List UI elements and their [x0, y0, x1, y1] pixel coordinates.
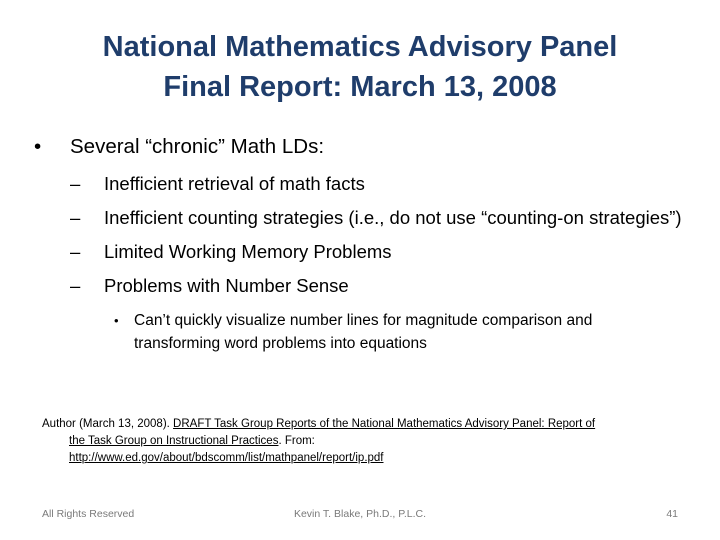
sub-bullet-text: Limited Working Memory Problems	[104, 241, 392, 262]
page-number: 41	[666, 508, 678, 520]
main-bullet-text: Several “chronic” Math LDs:	[70, 135, 325, 158]
sub-bullet	[30, 238, 690, 265]
reference-title-part-1: DRAFT Task Group Reports of the National Mathematics Advisory Panel: Report of	[173, 418, 596, 430]
footer-rights: All Rights Reserved	[42, 508, 135, 520]
sub-bullet-text: Inefficient counting strategies (i.e., do not use “counting-on strategies”)	[104, 207, 682, 228]
title-line-2: Final Report: March 13, 2008	[163, 71, 557, 103]
slide-title	[40, 27, 680, 107]
slide-body	[30, 132, 690, 355]
subsub-bullet	[30, 309, 674, 355]
footer-author: Kevin T. Blake, Ph.D., P.L.C.	[293, 508, 427, 520]
sub-bullet	[30, 204, 690, 231]
reference-citation	[42, 416, 672, 467]
reference-title-part-2: the Task Group on Instructional Practices	[69, 435, 279, 447]
sub-bullet-text: Inefficient retrieval of math facts	[104, 173, 365, 194]
bullet-icon: •	[34, 135, 42, 158]
dash-icon: –	[70, 275, 81, 296]
reference-suffix: . From:	[278, 435, 315, 447]
reference-url-link[interactable]: http://www.ed.gov/about/bdscomm/list/mathpanel/report/ip.pdf	[69, 452, 384, 464]
dash-icon: –	[70, 173, 81, 194]
dash-icon: –	[70, 241, 81, 262]
dash-icon: –	[70, 207, 81, 228]
title-line-1: National Mathematics Advisory Panel	[102, 31, 618, 63]
reference-prefix: Author (March 13, 2008).	[42, 418, 174, 430]
bullet-icon: •	[114, 313, 119, 328]
reference-line-2	[42, 433, 672, 450]
subsub-bullet-text: Can’t quickly visualize number lines for magnitude comparison and transforming word problems into equations	[134, 312, 593, 352]
sub-bullet	[30, 272, 690, 299]
reference-line-1	[42, 416, 672, 433]
reference-line-3	[42, 450, 672, 467]
main-bullet	[30, 132, 690, 162]
sub-bullet	[30, 170, 690, 197]
sub-bullet-text: Problems with Number Sense	[104, 275, 349, 296]
sub-bullet-list	[30, 170, 690, 299]
